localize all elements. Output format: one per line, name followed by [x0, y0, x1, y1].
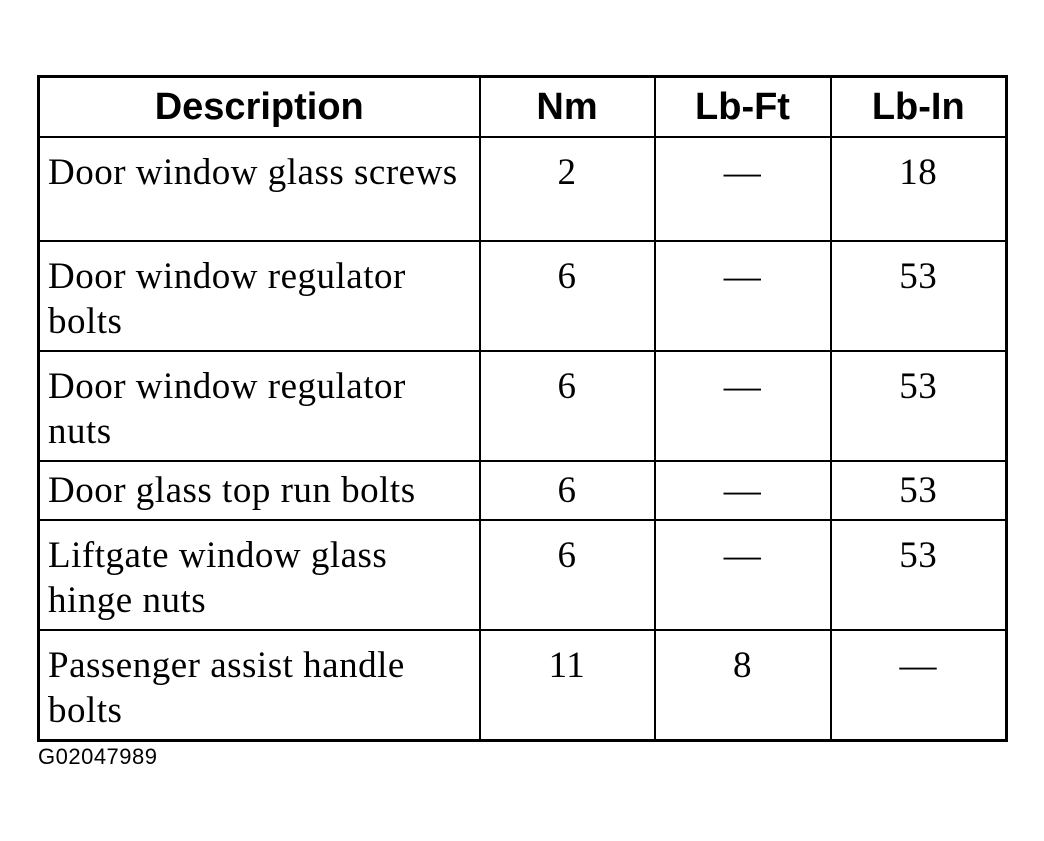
cell-nm: 11 [480, 630, 655, 741]
header-nm: Nm [480, 77, 655, 138]
cell-lb-ft: — [655, 520, 831, 630]
cell-lb-in: 53 [831, 520, 1007, 630]
cell-lb-in: — [831, 630, 1007, 741]
table-row [39, 520, 1007, 630]
cell-description: Door window regulator bolts [39, 241, 480, 351]
torque-spec-table [37, 75, 1008, 742]
cell-description: Door window regulator nuts [39, 351, 480, 461]
table-row [39, 241, 1007, 351]
cell-description: Door window glass screws [39, 137, 480, 241]
table-row [39, 461, 1007, 520]
cell-lb-ft: — [655, 351, 831, 461]
cell-lb-in: 18 [831, 137, 1007, 241]
cell-nm: 6 [480, 520, 655, 630]
cell-nm: 6 [480, 461, 655, 520]
table-row [39, 137, 1007, 241]
cell-lb-ft: — [655, 461, 831, 520]
cell-nm: 2 [480, 137, 655, 241]
cell-lb-ft: — [655, 241, 831, 351]
header-lb-ft: Lb-Ft [655, 77, 831, 138]
cell-nm: 6 [480, 351, 655, 461]
header-description: Description [39, 77, 480, 138]
cell-description: Passenger assist handle bolts [39, 630, 480, 741]
cell-lb-ft: 8 [655, 630, 831, 741]
figure-id-label: G02047989 [38, 744, 158, 769]
cell-description: Door glass top run bolts [39, 461, 480, 520]
cell-lb-ft: — [655, 137, 831, 241]
cell-lb-in: 53 [831, 461, 1007, 520]
cell-lb-in: 53 [831, 351, 1007, 461]
header-row [39, 77, 1007, 138]
cell-nm: 6 [480, 241, 655, 351]
cell-lb-in: 53 [831, 241, 1007, 351]
cell-description: Liftgate window glass hinge nuts [39, 520, 480, 630]
header-lb-in: Lb-In [831, 77, 1007, 138]
table-row [39, 630, 1007, 741]
table-row [39, 351, 1007, 461]
